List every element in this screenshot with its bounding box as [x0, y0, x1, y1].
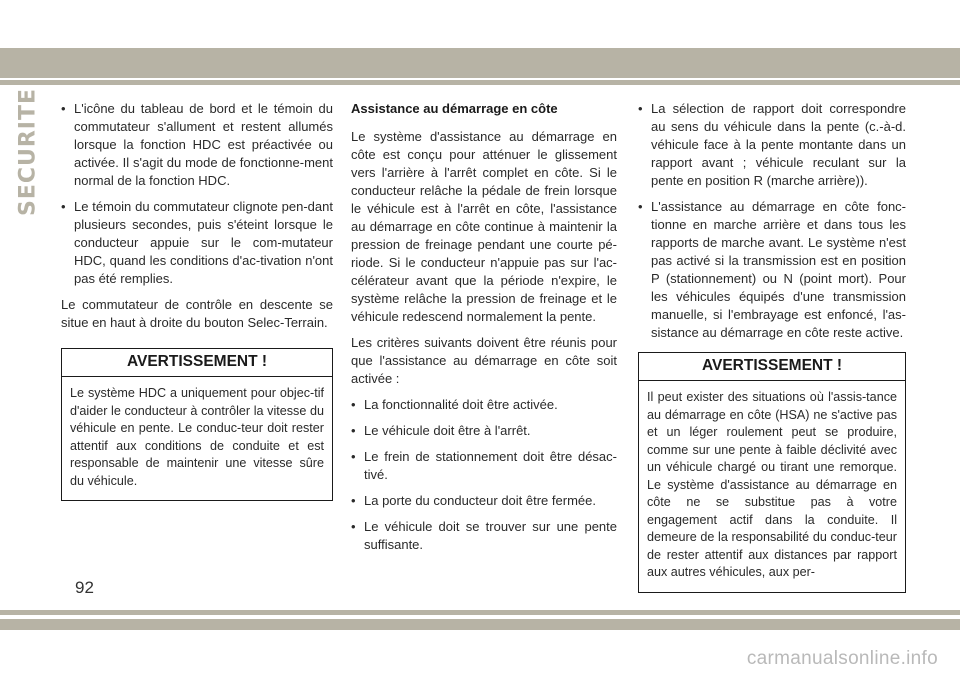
header-band	[0, 48, 960, 78]
bullet-dot: •	[61, 199, 66, 214]
warning-title: AVERTISSEMENT !	[62, 349, 332, 377]
list-item-text: Le véhicule doit être à l'arrêt.	[364, 423, 531, 438]
footer-rule	[0, 610, 960, 615]
bullet-dot: •	[638, 199, 643, 214]
section-tab	[10, 87, 46, 217]
page-number: 92	[75, 578, 94, 597]
bullet-dot: •	[61, 101, 66, 116]
body-paragraph: Le commutateur de contrôle en descente se situe en haut à droite du bouton Selec-Terrain.	[61, 297, 333, 330]
list-item-text: Le témoin du commutateur clignote pen-dant plusieurs secondes, puis s'éteint lorsque le conducteur appuie sur le com-mutateur HDC, quand les conditions d'ac-tivation n'ont pas été remplies.	[74, 199, 333, 286]
column-2	[351, 100, 617, 562]
list-item	[351, 396, 617, 414]
header-rule	[0, 80, 960, 85]
warning-body: Le système HDC a uniquement pour objec-tif d'aider le conducteur à contrôler la vitesse du véhicule en pente. Le conduc-teur doit rester attentif aux conditions de conduite et est responsable de maintenir une vitesse sûre du véhicule.	[70, 386, 324, 488]
section-tab-label: SECURITE	[15, 87, 41, 217]
list-item	[638, 100, 906, 190]
watermark: carmanualsonline.info	[746, 648, 938, 669]
footer-band	[0, 619, 960, 630]
list-item	[351, 448, 617, 484]
list-item-text: La porte du conducteur doit être fermée.	[364, 493, 596, 508]
body-paragraph: Le système d'assistance au démarrage en côte est conçu pour atténuer le glissement vers l'arrière à l'arrêt complet en côte. Si le conducteur relâche la pédale de frein lorsque le véhicule est à l'arrêt en côte, l'assistance au démarrage en côte continue à maintenir la pression de freinage pendant une courte pé-riode. Si le conducteur n'appuie pas sur l'ac-célérateur avant que la période n'expire, le système relâche la pression de freinage et le véhicule redescend normalement la pente.	[351, 129, 617, 324]
list-item	[351, 422, 617, 440]
bullet-dot: •	[351, 519, 356, 534]
list-item	[351, 492, 617, 510]
bullet-dot: •	[351, 423, 356, 438]
list-item	[638, 198, 906, 342]
list-item-text: Le frein de stationnement doit être désac-tivé.	[364, 449, 617, 482]
section-heading: Assistance au démarrage en côte	[351, 101, 558, 116]
list-item	[351, 518, 617, 554]
list-item	[61, 100, 333, 190]
bullet-dot: •	[351, 493, 356, 508]
list-item-text: La sélection de rapport doit correspondre au sens du véhicule dans la pente (c.-à-d. véhicule face à la pente montante dans un rapport avant ; véhicule reculant sur la pente en position R (marche arrière)).	[651, 101, 906, 188]
list-item-text: La fonctionnalité doit être activée.	[364, 397, 558, 412]
bullet-dot: •	[638, 101, 643, 116]
list-item-text: L'assistance au démarrage en côte fonc-tionne en marche arrière et dans tous les rapports de marche avant. Le système n'est pas activé si la transmission est en position P (stationnement) ou N (point mort). Pour les véhicules équipés d'une transmission manuelle, si l'embrayage est enfoncé, l'as-sistance au démarrage en côte reste active.	[651, 199, 906, 340]
warning-box	[638, 352, 906, 593]
bullet-dot: •	[351, 397, 356, 412]
bullet-dot: •	[351, 449, 356, 464]
list-item-text: Le véhicule doit se trouver sur une pente suffisante.	[364, 519, 617, 552]
list-item-text: L'icône du tableau de bord et le témoin du commutateur s'allument et restent allumés lorsque la fonction HDC est préactivée ou activée. Il s'agit du mode de fonctionne-ment normal de la fonction HDC.	[74, 101, 333, 188]
column-3	[638, 100, 906, 593]
warning-body: Il peut exister des situations où l'assis-tance au démarrage en côte (HSA) ne s'active pas et un léger roulement peut se produire, comme sur une pente à faible déclivité avec un véhicule chargé ou tirant une remorque. Le système d'assistance au démarrage en côte ne se substitue pas à votre engagement actif dans la conduite. Il demeure de la responsabilité du conduc-teur de rester attentif aux distances par rapport aux autres véhicules, aux per-	[647, 390, 897, 579]
list-item	[61, 198, 333, 288]
warning-box	[61, 348, 333, 501]
column-1	[61, 100, 333, 501]
warning-title: AVERTISSEMENT !	[639, 353, 905, 381]
body-paragraph: Les critères suivants doivent être réunis pour que l'assistance au démarrage en côte soit activée :	[351, 335, 617, 386]
